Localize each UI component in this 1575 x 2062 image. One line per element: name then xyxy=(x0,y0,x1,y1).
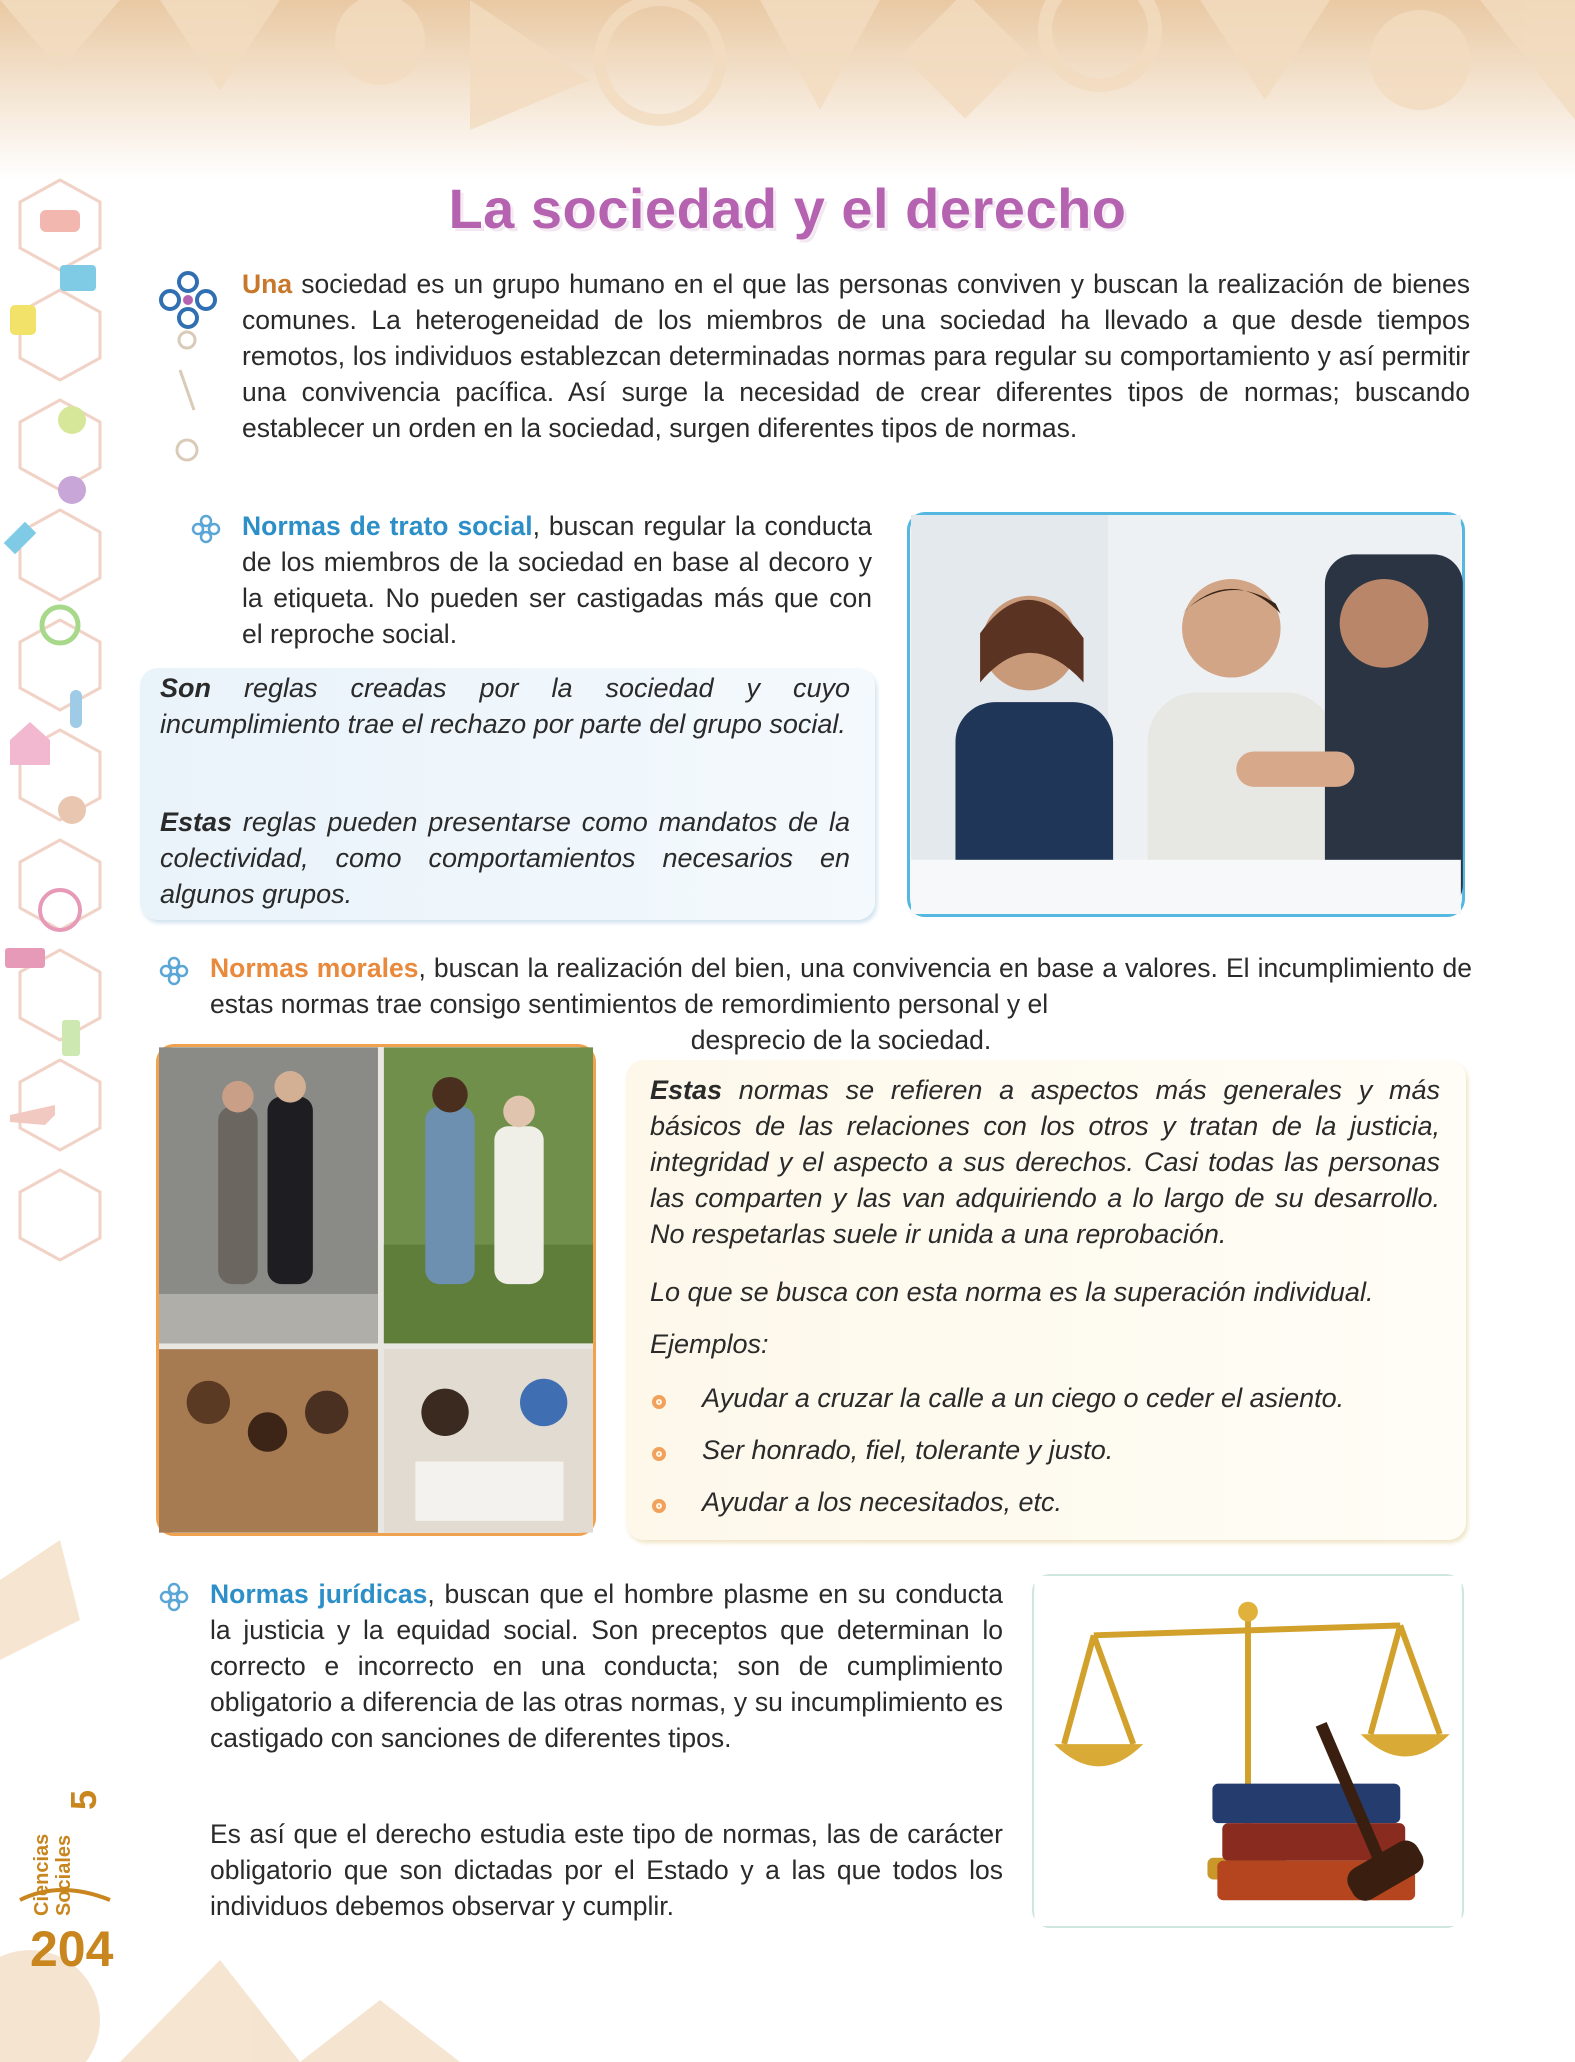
example-bullet-icon xyxy=(652,1395,666,1409)
juridicas-lead: Normas jurídicas xyxy=(210,1579,428,1609)
intro-paragraph xyxy=(242,266,1470,446)
morales-callout-paragraph-1 xyxy=(650,1072,1440,1252)
trato-social-text: , buscan regular la conducta de los miembros de la sociedad en base al decoro y la etiqueta. No pueden ser castigadas más que con el reproche social. xyxy=(242,511,873,649)
example-bullet-icon xyxy=(652,1499,666,1513)
people-icon xyxy=(58,406,86,434)
callout-paragraph-1 xyxy=(160,670,850,742)
flower-bullet-icon xyxy=(158,270,218,330)
scales-of-justice-image xyxy=(1032,1574,1464,1928)
header-decoration xyxy=(0,0,1575,180)
juridicas-text: , buscan que el hombre plasme en su conducta la justicia y la equidad social. Son preceptos que determinan lo correcto e incorrecto en una conducta; son de cumplimiento obligatorio a diferencia de las otras normas, y su incumplimiento es castigado con sanciones de diferentes tipos. xyxy=(210,1579,1003,1753)
handshake-photo xyxy=(907,512,1465,917)
camera-icon xyxy=(60,265,96,291)
morales-callout-paragraph-2: Lo que se busca con esta norma es la superación individual. xyxy=(650,1277,1374,1307)
examples-label: Ejemplos: xyxy=(650,1329,769,1359)
sidebar-icon-strip xyxy=(0,170,120,1730)
small-flower-bullet-icon-2 xyxy=(160,957,188,985)
callout-lead-1: Son xyxy=(160,673,211,703)
callout-text-1: reglas creadas por la sociedad y cuyo incumplimiento trae el rechazo por parte del grupo social. xyxy=(160,673,850,739)
tools-decoration-icon xyxy=(172,330,202,470)
intro-text: sociedad es un grupo humano en el que las personas conviven y buscan la realización de bienes comunes. La heterogeneidad de los miembros de una sociedad ha llevado a que desde tiempos remotos, los individuos establezcan determinadas normas para regular su comportamiento y así permitir una convivencia pacífica. Así surge la necesidad de crear diferentes tipos de normas; buscando establecer un orden en la sociedad, surgen diferentes tipos de normas. xyxy=(242,269,1470,443)
planet-icon xyxy=(58,476,86,504)
callout-lead-2: Estas xyxy=(160,807,233,837)
page-title: La sociedad y el derecho xyxy=(448,177,1127,240)
trato-social-lead: Normas de trato social xyxy=(242,511,533,541)
rocket-icon xyxy=(70,690,82,728)
callout-paragraph-2 xyxy=(160,804,850,912)
small-flower-bullet-icon-3 xyxy=(160,1583,188,1611)
morales-callout-text: normas se refieren a aspectos más generales y más básicos de las relaciones con los otros y tratan de la justicia, integridad y el aspecto a sus derechos. Casi todas las personas las comparten y las van adquiriendo a lo largo de su desarrollo. No respetarlas suele ir unida a una reprobación. xyxy=(650,1075,1440,1249)
example-item-1: Ayudar a cruzar la calle a un ciego o ceder el asiento. xyxy=(702,1383,1345,1413)
page-number: 204 xyxy=(30,1921,114,1977)
book-icon xyxy=(5,948,45,968)
derecho-paragraph: Es así que el derecho estudia este tipo de normas, las de carácter obligatorio que son dictadas por el Estado y a las que todos los individuos debemos observar y cumplir. xyxy=(210,1819,1003,1921)
small-flower-bullet-icon xyxy=(192,515,220,543)
trato-social-paragraph xyxy=(242,508,872,652)
morales-paragraph xyxy=(210,950,1472,1058)
example-item-3: Ayudar a los necesitados, etc. xyxy=(702,1487,1062,1517)
house-icon xyxy=(10,722,50,765)
target-icon xyxy=(42,607,78,643)
morales-lead: Normas morales xyxy=(210,953,419,983)
helping-people-collage xyxy=(156,1044,596,1536)
spine-line-1: Ciencias xyxy=(31,1833,53,1916)
morales-callout xyxy=(626,1060,1466,1540)
phone-icon xyxy=(62,1020,80,1056)
intro-lead: Una xyxy=(242,269,293,299)
trato-social-callout xyxy=(140,668,875,920)
example-bullet-icon xyxy=(652,1447,666,1461)
juridicas-paragraph xyxy=(210,1576,1003,1756)
spine-line-2: Sociales xyxy=(53,1834,75,1916)
globe-icon xyxy=(40,890,80,930)
morales-callout-lead: Estas xyxy=(650,1075,723,1105)
book-spine-label xyxy=(8,1768,104,1918)
airplane-icon xyxy=(10,1105,55,1125)
spine-grade: 5 xyxy=(63,1789,104,1810)
morales-last-line: desprecio de la sociedad. xyxy=(690,1025,992,1055)
touch-icon xyxy=(10,305,36,335)
morales-text: , buscan la realización del bien, una convivencia en base a valores. El incumplimiento de estas normas trae consigo sentimientos de remordimiento personal y el xyxy=(210,953,1472,1019)
callout-text-2: reglas pueden presentarse como mandatos de la colectividad, como comportamientos necesarios en algunos grupos. xyxy=(160,807,850,909)
astronaut-icon xyxy=(58,796,86,824)
example-item-2: Ser honrado, fiel, tolerante y justo. xyxy=(702,1435,1114,1465)
